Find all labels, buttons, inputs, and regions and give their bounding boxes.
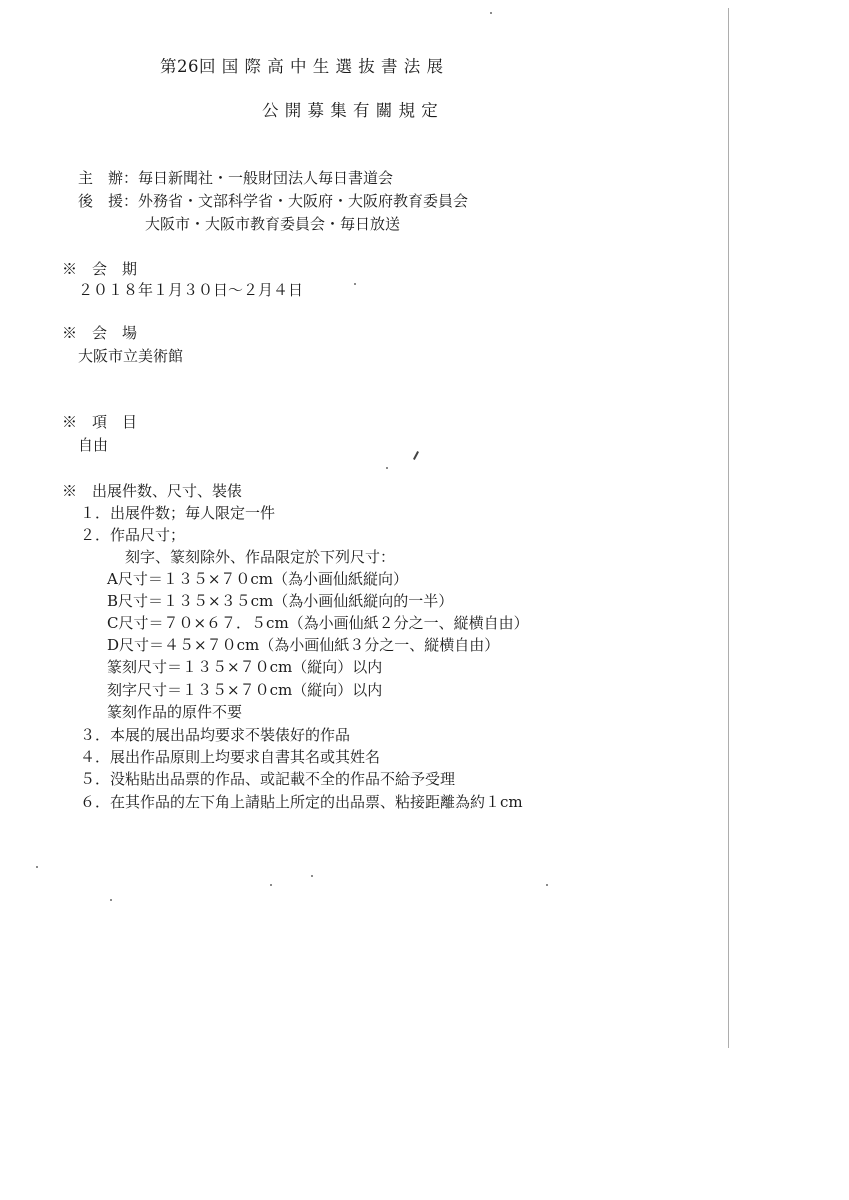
- carving-size: 刻字尺寸＝１３５×７０cm（縦向）以内: [107, 681, 383, 699]
- size-d: D尺寸＝４５×７０cm（為小画仙紙３分之一、縦横自由）: [107, 636, 500, 654]
- size-c: C尺寸＝７０×６７．５cm（為小画仙紙２分之一、縦横自由）: [107, 614, 529, 632]
- rule-3: ３．本展的展出品均要求不裝俵好的作品: [80, 726, 351, 744]
- document-title: 第26回 国 際 高 中 生 選 抜 書 法 展: [160, 57, 444, 76]
- scan-speck: [546, 884, 548, 886]
- scan-speck: [110, 899, 112, 901]
- category-heading: ※ 項 目: [62, 413, 138, 431]
- support-line-2: 大阪市・大阪市教育委員会・毎日放送: [145, 215, 401, 233]
- venue-heading: ※ 会 場: [62, 324, 138, 342]
- scan-speck: [311, 875, 313, 877]
- size-a: A尺寸＝１３５×７０cm（為小画仙紙縦向）: [107, 570, 409, 588]
- document-subtitle: 公 開 募 集 有 關 規 定: [262, 101, 439, 120]
- scan-speck: [36, 866, 38, 868]
- rule-5: ５．没粘貼出品票的作品、或記載不全的作品不給予受理: [80, 770, 456, 788]
- size-b: B尺寸＝１３５×３５cm（為小画仙紙縦向的一半）: [107, 592, 454, 610]
- rule-2: ２．作品尺寸；: [80, 526, 186, 544]
- support-line-1: 後 援：外務省・文部科学省・大阪府・大阪府教育委員会: [78, 192, 469, 210]
- period-heading: ※ 会 期: [62, 260, 138, 278]
- category-value: 自由: [78, 436, 109, 454]
- rule-6: ６．在其作品的左下角上請貼上所定的出品票、粘接距離為約１cm: [80, 793, 523, 811]
- rule-1: １．出展件数；毎人限定一件: [80, 504, 276, 522]
- host-line: 主 辦：毎日新聞社・一般財団法人毎日書道会: [78, 169, 394, 187]
- venue-value: 大阪市立美術館: [78, 347, 184, 365]
- seal-size: 篆刻尺寸＝１３５×７０cm（縦向）以内: [107, 658, 383, 676]
- scan-speck: [354, 283, 356, 285]
- scan-edge-line: [728, 8, 729, 1048]
- scan-speck: [490, 12, 492, 14]
- rule-2-intro: 刻字、篆刻除外、作品限定於下列尺寸：: [125, 548, 396, 566]
- entry-heading: ※ 出展件数、尺寸、裝俵: [62, 482, 243, 500]
- rule-4: ４．展出作品原則上均要求自書其名或其姓名: [80, 748, 381, 766]
- seal-note: 篆刻作品的原件不要: [107, 703, 243, 721]
- period-value: ２０１８年１月３０日～２月４日: [78, 281, 304, 299]
- scan-speck: [386, 467, 388, 469]
- stray-mark: [413, 451, 419, 460]
- scan-speck: [270, 884, 272, 886]
